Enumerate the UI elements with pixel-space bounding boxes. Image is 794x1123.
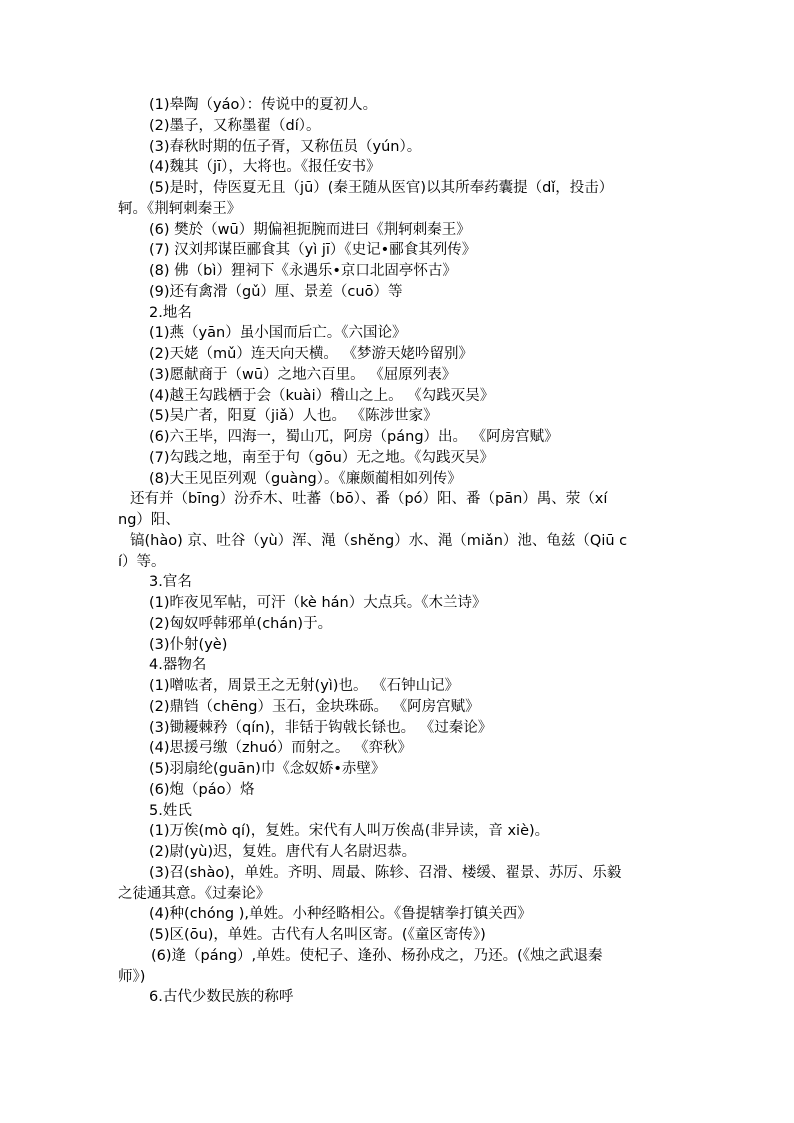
text-line: (3)仆射(yè)	[149, 636, 228, 653]
section-heading: 3.官名	[149, 574, 192, 591]
text-line: (3)春秋时期的伍子胥，又称伍员（yún）。	[149, 138, 422, 155]
text-line: (2)鼎铛（chēng）玉石，金块珠砾。 《阿房宫赋》	[149, 698, 480, 715]
text-line: (1)万俟(mò qí)，复姓。宋代有人叫万俟卨(非异读，音 xiè)。	[149, 823, 550, 840]
text-line: 还有并（bīng）汾乔木、吐蕃（bō）、番（pó）阳、番（pān）禺、荥（xí	[130, 491, 608, 508]
text-line: ng）阳、	[118, 512, 180, 528]
text-line: (4)越王勾践栖于会（kuài）稽山之上。 《勾践灭吴》	[149, 387, 495, 404]
text-line: (9)还有禽滑（gǔ）厘、景差（cuō）等	[149, 283, 403, 300]
text-line: (4)种(chóng ),单姓。小种经略相公。《鲁提辖拳打镇关西》	[149, 906, 532, 923]
text-line: (4)思援弓缴（zhuó）而射之。 《弈秋》	[149, 740, 413, 757]
text-line: 轲。《荆轲刺秦王》	[118, 200, 242, 217]
section-heading: 5.姓氏	[149, 802, 192, 819]
text-line: (3)召(shào)，单姓。齐明、周最、陈轸、召滑、楼缓、翟景、苏厉、乐毅	[149, 864, 622, 881]
text-line: (3)锄耰棘矜（qín)，非铦于钩戟长铩也。 《过秦论》	[149, 719, 493, 736]
section-heading: 6.古代少数民族的称呼	[149, 989, 294, 1006]
section-heading: 4.器物名	[149, 657, 207, 674]
text-line: (6)六王毕，四海一，蜀山兀，阿房（páng）出。 《阿房宫赋》	[149, 429, 559, 445]
text-line: (1)昨夜见军帖，可汗（kè hán）大点兵。《木兰诗》	[149, 595, 487, 611]
text-line: 师》)	[118, 968, 146, 985]
text-line: (2)天姥（mǔ）连天向天横。 《梦游天姥吟留别》	[149, 346, 473, 362]
text-line: (6) 樊於（wū）期偏袒扼腕而进曰《荆轲刺秦王》	[149, 221, 471, 238]
text-line: (5)羽扇纶(guān)巾《念奴娇•赤壁》	[149, 761, 386, 777]
text-line: 之徒通其意。《过秦论》	[118, 885, 271, 902]
section-heading: 2.地名	[149, 304, 192, 321]
text-line: (1)燕（yān）虽小国而后亡。《六国论》	[149, 325, 407, 342]
text-line: (2)墨子，又称墨翟（dí）。	[149, 117, 321, 134]
text-line: (1)皋陶（yáo）：传说中的夏初人。	[149, 97, 378, 113]
text-line: (2)尉(yù)迟，复姓。唐代有人名尉迟恭。	[149, 844, 417, 860]
text-line: (5)是时，侍医夏无且（jū）(秦王随从医官)以其所奉药囊提（dǐ，投击）	[149, 180, 614, 196]
text-line: (2)匈奴呼韩邪单(chán)于。	[149, 615, 333, 632]
text-line: (5)区(ōu)，单姓。古代有人名叫区寄。(《童区寄传》)	[149, 927, 486, 943]
text-line: 镐(hào) 京、吐谷（yù）浑、渑（shěng）水、渑（miǎn）池、龟兹（Qiū c	[130, 532, 628, 549]
text-line: í）等。	[118, 553, 166, 570]
text-line: (4)魏其（jī），大将也。《报任安书》	[149, 159, 381, 176]
text-line: (7) 汉刘邦谋臣郦食其（yì jī）《史记•郦食其列传》	[149, 242, 477, 259]
text-line: (6)炮（páo）烙	[149, 781, 255, 798]
text-line: (3)愿献商于（wū）之地六百里。 《屈原列表》	[149, 366, 457, 383]
text-line: (5)吴广者，阳夏（jiǎ）人也。 《陈涉世家》	[149, 408, 438, 425]
text-line: (7)勾践之地，南至于句（gōu）无之地。《勾践灭吴》	[149, 449, 495, 466]
text-line: (8) 佛（bì）狸祠下《永遇乐•京口北固亭怀古》	[149, 263, 457, 279]
document-page	[118, 95, 688, 1008]
text-line: (6)逄（páng）,单姓。使杞子、逢孙、杨孙戍之，乃还。(《烛之武退秦	[151, 947, 603, 964]
text-line: (1)噌吰者，周景王之无射(yì)也。 《石钟山记》	[149, 678, 460, 694]
text-line: (8)大王见臣列观（guàng）。《廉颇蔺相如列传》	[149, 470, 462, 487]
